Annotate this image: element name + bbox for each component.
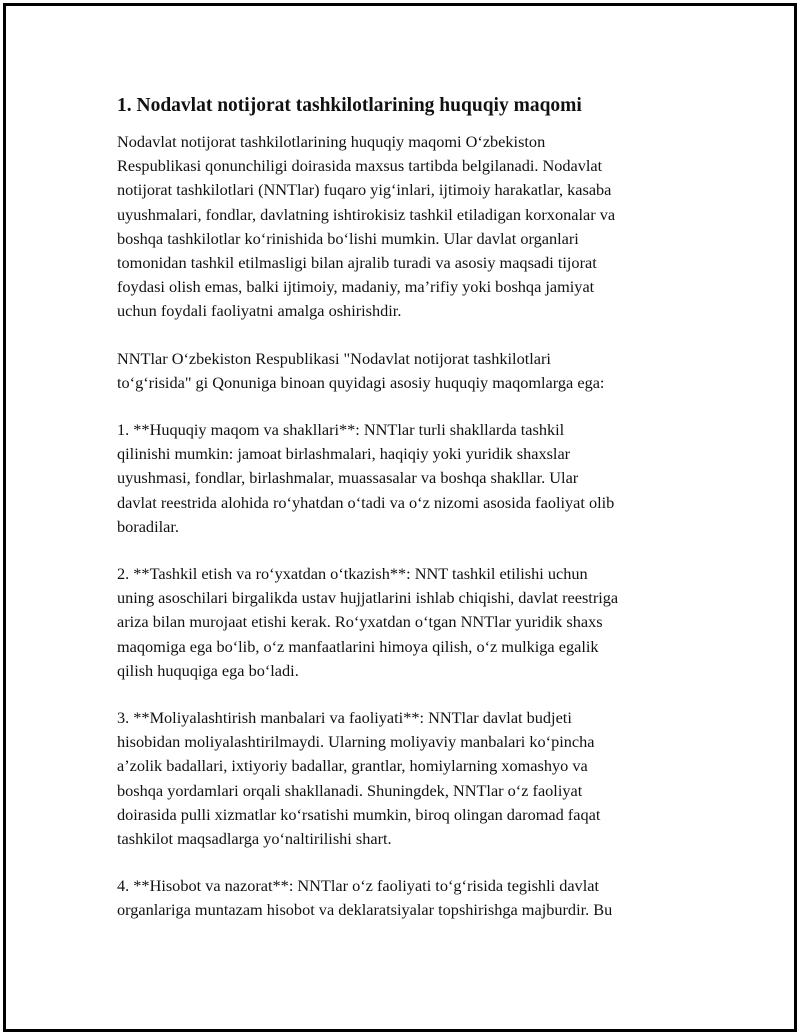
text-line: uchun foydali faoliyatni amalga oshirishdir.: [117, 301, 402, 321]
paragraph: [117, 562, 687, 683]
text-line: hisobidan moliyalashtirilmaydi. Ularning moliyaviy manbalari ko‘pincha: [117, 732, 595, 752]
text-line: organlariga muntazam hisobot va deklaratsiyalar topshirishga majburdir. Bu: [117, 900, 613, 920]
text-line: foydasi olish emas, balki ijtimoiy, madaniy, ma’rifiy yoki boshqa jamiyat: [117, 277, 595, 297]
text-line: boshqa yordamlari orqali shakllanadi. Shuningdek, NNTlar o‘z faoliyat: [117, 780, 583, 800]
text-line: NNTlar O‘zbekiston Respublikasi "Nodavlat notijorat tashkilotlari: [117, 348, 551, 368]
text-line: uyushmasi, fondlar, birlashmalar, muassasalar va boshqa shakllar. Ular: [117, 468, 579, 488]
text-line: uyushmalari, fondlar, davlatning ishtirokisiz tashkil etiladigan korxonalar va: [117, 204, 616, 224]
text-line: Nodavlat notijorat tashkilotlarining huquqiy maqomi O‘zbekiston: [117, 132, 546, 151]
text-line: Respublikasi qonunchiligi doirasida maxsus tartibda belgilanadi. Nodavlat: [117, 156, 603, 176]
text-line: to‘g‘risida" gi Qonuniga binoan quyidagi asosiy huquqiy maqomlarga ega:: [117, 372, 605, 392]
paragraphs-container: [117, 130, 687, 923]
text-line: qilish huquqiga ega bo‘ladi.: [117, 660, 299, 680]
text-line: tashkilot maqsadlarga yo‘naltirilishi shart.: [117, 829, 392, 849]
paragraph: [117, 706, 687, 851]
document-title: 1. Nodavlat notijorat tashkilotlarining huquqiy maqomi: [117, 95, 582, 116]
paragraph: [117, 418, 687, 539]
text-line: 1. **Huquqiy maqom va shakllari**: NNTlar turli shakllarda tashkil: [117, 420, 565, 440]
text-line: 2. **Tashkil etish va ro‘yxatdan o‘tkazish**: NNT tashkil etilishi uchun: [117, 564, 588, 584]
text-line: uning asoschilari birgalikda ustav hujjatlarini ishlab chiqishi, davlat reestriga: [117, 588, 619, 608]
text-line: doirasida pulli xizmatlar ko‘rsatishi mumkin, biroq olingan daromad faqat: [117, 804, 601, 824]
text-line: 3. **Moliyalashtirish manbalari va faoliyati**: NNTlar davlat budjeti: [117, 708, 572, 728]
text-line: ariza bilan murojaat etishi kerak. Ro‘yxatdan o‘tgan NNTlar yuridik shaxs: [117, 612, 603, 632]
text-line: notijorat tashkilotlari (NNTlar) fuqaro yig‘inlari, ijtimoiy harakatlar, kasaba: [117, 180, 612, 200]
text-line: a’zolik badallari, ixtiyoriy badallar, grantlar, homiylarning xomashyo va: [117, 756, 588, 776]
text-line: boradilar.: [117, 516, 179, 536]
paragraph: [117, 347, 687, 395]
text-line: davlat reestrida alohida ro‘yhatdan o‘tadi va o‘z nizomi asosida faoliyat olib: [117, 492, 615, 512]
paragraph: [117, 130, 687, 324]
text-line: maqomiga ega bo‘lib, o‘z manfaatlarini himoya qilish, o‘z mulkiga egalik: [117, 636, 599, 656]
text-line: 4. **Hisobot va nazorat**: NNTlar o‘z faoliyati to‘g‘risida tegishli davlat: [117, 876, 599, 896]
text-line: tomonidan tashkil etilmasligi bilan ajralib turadi va asosiy maqsadi tijorat: [117, 253, 597, 273]
paragraph: [117, 874, 687, 922]
text-line: qilinishi mumkin: jamoat birlashmalari, haqiqiy yoki yuridik shaxslar: [117, 444, 571, 464]
text-line: boshqa tashkilotlar ko‘rinishida bo‘lishi mumkin. Ular davlat organlari: [117, 228, 579, 248]
document-body: [117, 92, 687, 946]
